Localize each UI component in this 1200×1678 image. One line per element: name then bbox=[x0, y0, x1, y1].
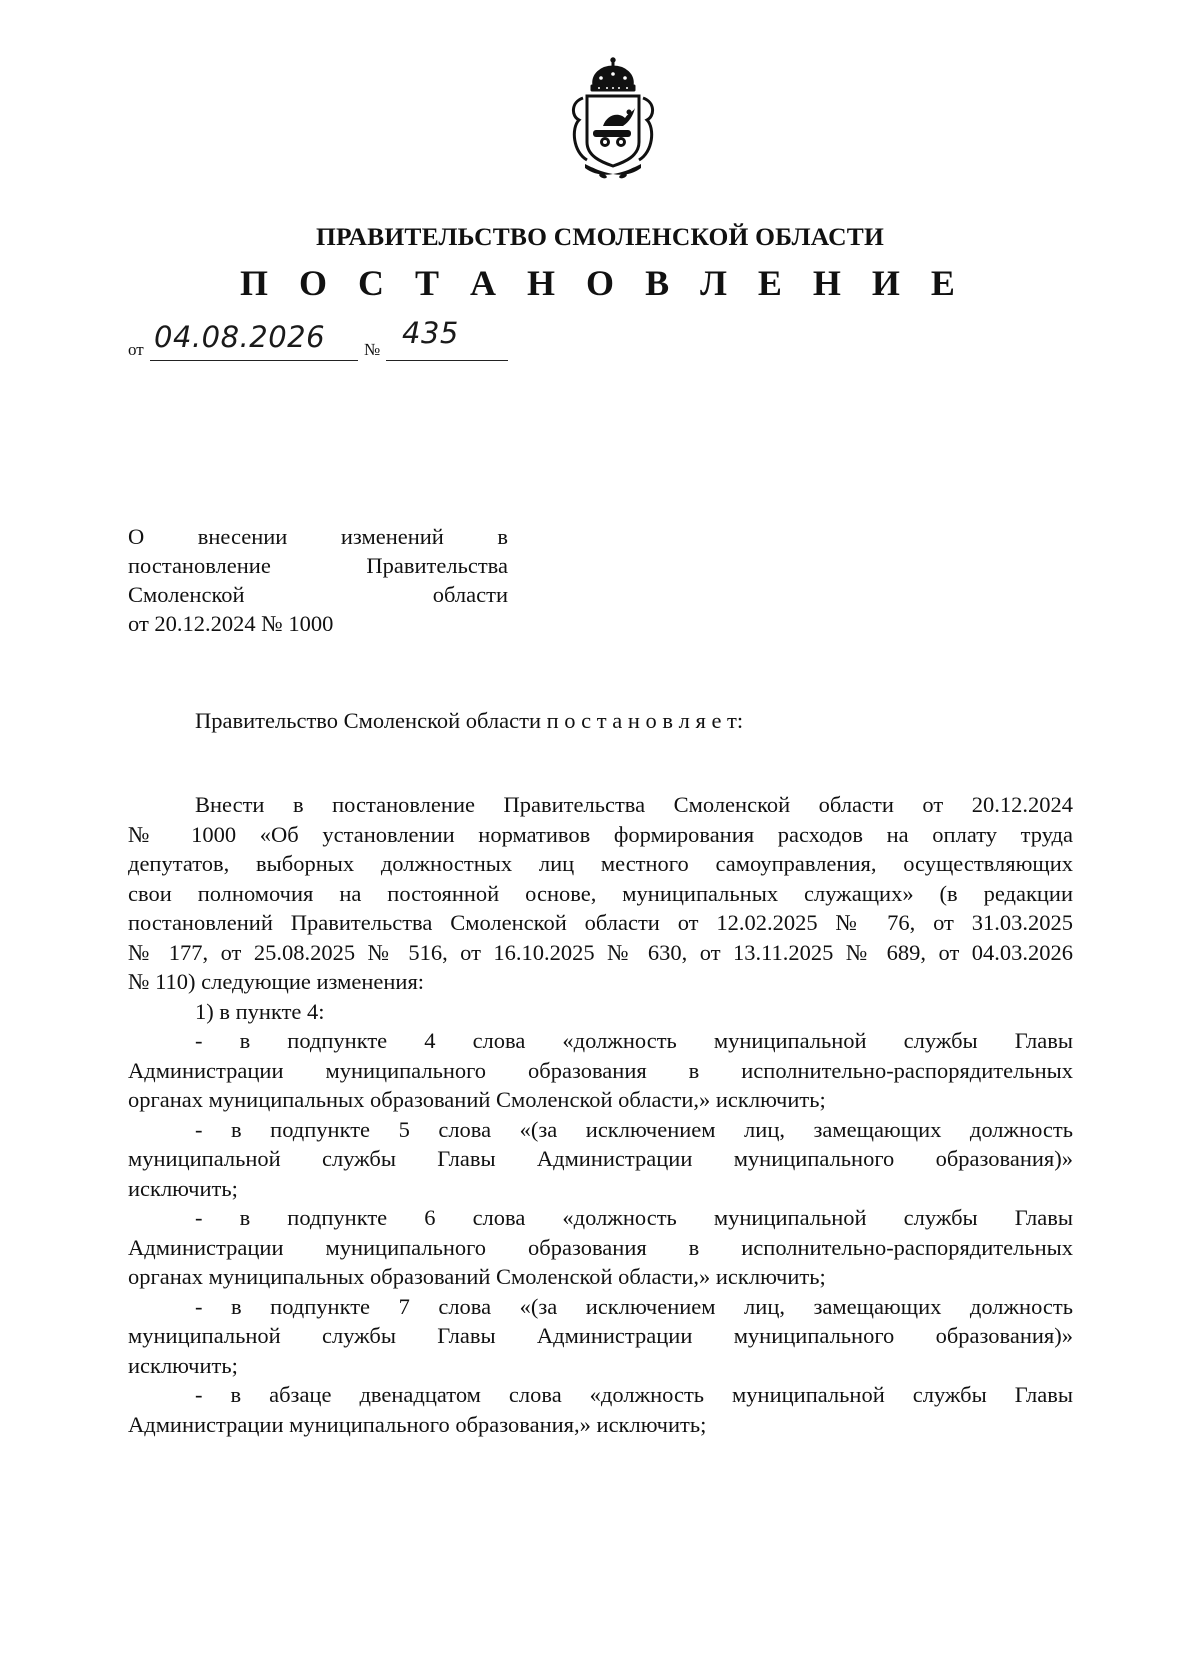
document-type-heading: П О С Т А Н О В Л Е Н И Е bbox=[240, 263, 966, 303]
body-line: органах муниципальных образований Смоленской области,» исключить; bbox=[128, 1087, 826, 1112]
date-number-line bbox=[128, 316, 548, 366]
handwritten-number: 435 bbox=[402, 316, 459, 350]
date-prefix: от bbox=[128, 340, 144, 359]
body-line: муниципальной службы Главы Администрации муниципального образования)» bbox=[128, 1146, 1073, 1171]
body-line: Администрации муниципального образования в исполнительно-распорядительных bbox=[128, 1234, 1073, 1260]
date-underline bbox=[150, 360, 358, 361]
body-line: исключить; bbox=[128, 1352, 238, 1378]
body-line: депутатов, выборных должностных лиц местного самоуправления, осуществляющих bbox=[128, 851, 1073, 876]
preamble-text: Правительство Смоленской области п о с т а н о в л я е т: bbox=[195, 708, 744, 733]
subject-line: О внесении изменений в bbox=[128, 524, 508, 549]
body-line: № 1000 «Об установлении нормативов формирования расходов на оплату труда bbox=[128, 821, 1073, 847]
body-line: Внести в постановление Правительства Смоленской области от 20.12.2024 bbox=[195, 792, 1073, 817]
bullet-3 bbox=[128, 1203, 1073, 1292]
body-line: - в подпункте 7 слова «(за исключением лиц, замещающих должность bbox=[195, 1293, 1073, 1319]
paragraph-1 bbox=[128, 790, 1073, 997]
body-line: № 177, от 25.08.2025 № 516, от 16.10.2025 № 630, от 13.11.2025 № 689, от 04.03.2026 bbox=[128, 939, 1073, 965]
bullet-2 bbox=[128, 1115, 1073, 1204]
bullet-4 bbox=[128, 1292, 1073, 1381]
body-line: - в абзаце двенадцатом слова «должность муниципальной службы Главы bbox=[195, 1382, 1073, 1407]
body-line: постановлений Правительства Смоленской области от 12.02.2025 № 76, от 31.03.2025 bbox=[128, 910, 1073, 935]
item-1 bbox=[128, 997, 1073, 1027]
body-line: свои полномочия на постоянной основе, муниципальных служащих» (в редакции bbox=[128, 880, 1073, 906]
handwritten-date: 04.08.2026 bbox=[154, 320, 326, 354]
subject-line: Смоленской области bbox=[128, 582, 508, 607]
number-underline bbox=[386, 360, 508, 361]
body-line: Администрации муниципального образования в исполнительно-распорядительных bbox=[128, 1057, 1073, 1083]
body-line: - в подпункте 6 слова «должность муниципальной службы Главы bbox=[195, 1205, 1073, 1230]
body-line: муниципальной службы Главы Администрации муниципального образования)» bbox=[128, 1323, 1073, 1348]
subject-line: от 20.12.2024 № 1000 bbox=[128, 611, 334, 636]
body-line: № 110) следующие изменения: bbox=[128, 969, 425, 994]
coat-of-arms-icon bbox=[563, 56, 663, 184]
body-line: - в подпункте 5 слова «(за исключением лиц, замещающих должность bbox=[195, 1116, 1073, 1142]
subject-line: постановление Правительства bbox=[128, 553, 508, 578]
body-line: - в подпункте 4 слова «должность муниципальной службы Главы bbox=[195, 1028, 1073, 1053]
preamble bbox=[128, 706, 1073, 736]
document-body bbox=[128, 790, 1073, 1439]
body-line: исключить; bbox=[128, 1175, 238, 1201]
body-line: 1) в пункте 4: bbox=[195, 998, 325, 1024]
bullet-1 bbox=[128, 1026, 1073, 1115]
body-line: Администрации муниципального образования,» исключить; bbox=[128, 1411, 707, 1437]
document-subject bbox=[128, 522, 508, 638]
bullet-5 bbox=[128, 1380, 1073, 1439]
number-label: № bbox=[364, 340, 381, 359]
body-line: органах муниципальных образований Смоленской области,» исключить; bbox=[128, 1264, 826, 1289]
government-title: ПРАВИТЕЛЬСТВО СМОЛЕНСКОЙ ОБЛАСТИ bbox=[315, 222, 885, 251]
